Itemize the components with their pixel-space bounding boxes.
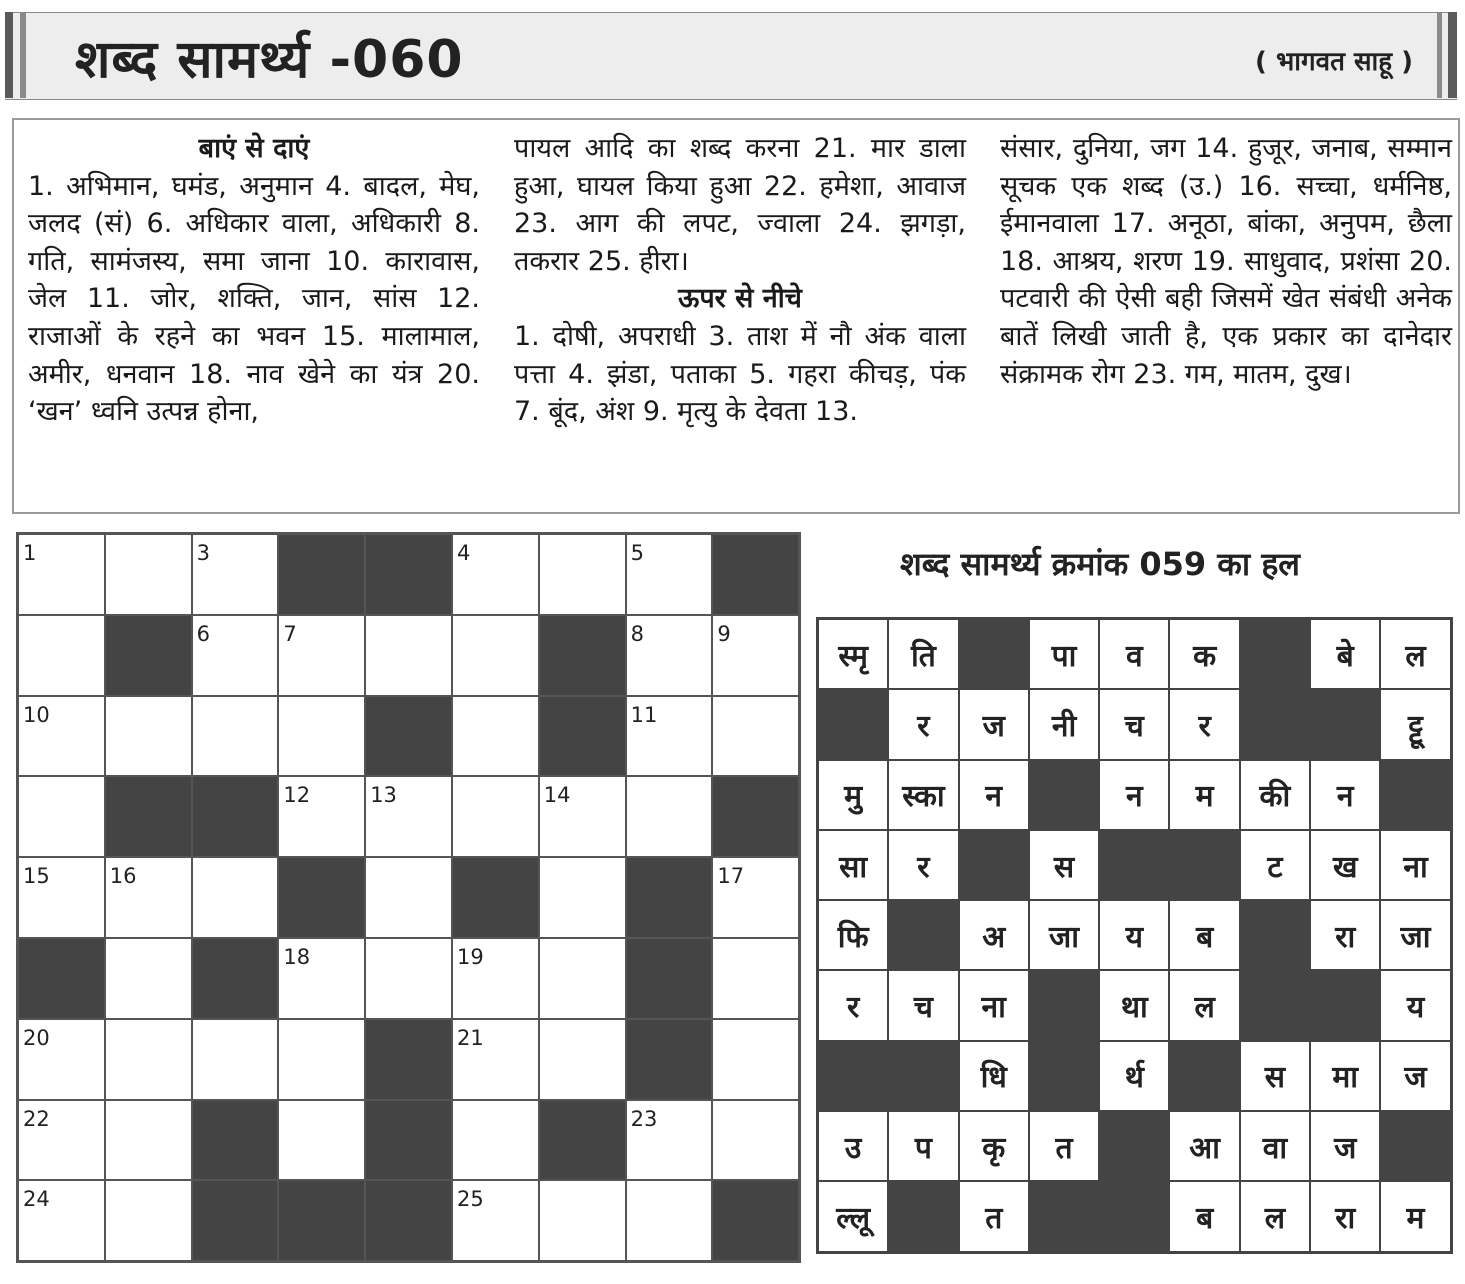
grid-cell[interactable] [626,534,713,615]
across-heading: बाएं से दाएं [198,133,310,164]
grid-cell-black [452,857,539,938]
solution-cell-black [959,830,1029,900]
solution-cell-black [959,619,1029,689]
solution-cell: ट [1240,830,1310,900]
clue-number: 24 [23,1187,50,1212]
grid-cell[interactable] [278,776,365,857]
grid-cell[interactable] [192,696,279,777]
solution-cell: कृ [959,1111,1029,1181]
solution-cell: ब [1169,1181,1239,1251]
solution-cell: मु [818,760,888,830]
grid-cell[interactable] [452,1180,539,1261]
grid-cell[interactable] [192,615,279,696]
header-bar-right-light [1437,12,1442,98]
solution-cell: वा [1240,1111,1310,1181]
across-clues-continued: पायल आदि का शब्द करना 21. मार डाला हुआ, घायल किया हुआ 22. हमेशा, आवाज 23. आग की लपट, ज्वाला 24. झगड़ा, तकरार 25. हीरा। [514,133,966,277]
grid-cell[interactable] [105,1100,192,1181]
clues-box [12,118,1460,514]
grid-cell-black [365,696,452,777]
solution-cell: की [1240,760,1310,830]
grid-cell[interactable] [539,857,626,938]
grid-cell[interactable] [365,615,452,696]
solution-cell: अ [959,900,1029,970]
down-heading: ऊपर से नीचे [678,283,802,315]
clue-number: 4 [456,541,471,565]
grid-cell[interactable] [712,696,799,777]
header-bar-left-dark [5,12,13,98]
clue-number: 23 [630,1106,658,1131]
solution-cell: स्मृ [818,619,888,689]
grid-cell-black [278,857,365,938]
clue-number: 17 [717,864,745,889]
clue-number: 15 [23,864,50,889]
grid-cell[interactable] [105,1180,192,1261]
grid-cell[interactable] [626,696,713,777]
solution-cell: स [1029,830,1099,900]
solution-cell-black [888,1181,958,1251]
solution-cell-black [1310,970,1380,1040]
down-clues-continued: संसार, दुनिया, जग 14. हुजूर, जनाब, सम्मान सूचक एक शब्द (उ.) 16. सच्चा, धर्मनिष्ठ, ईमानवाला 17. अनूठा, बांका, अनुपम, छैला 18. आश्रय, शरण 19. साधुवाद, प्रशंसा 20. पटवारी की ऐसी बही जिसमें खेत संबंधी अनेक बातें लिखी जाती है, एक प्रकार का दानेदार संक्रामक रोग 23. गम, मातम, दुख। [1000,133,1452,390]
clue-number: 12 [283,783,311,808]
solution-cell: त [1029,1111,1099,1181]
grid-cell[interactable] [105,696,192,777]
grid-cell[interactable] [712,857,799,938]
page-title: शब्द सामर्थ्य -060 [75,30,464,90]
crossword-grid [16,532,801,1263]
clue-number: 18 [283,944,311,969]
solution-cell: र [818,970,888,1040]
down-clues-text: 1. दोषी, अपराधी 3. ताश में नौ अंक वाला पत्ता 4. झंडा, पताका 5. गहरा कीचड़, पंक 7. बूंद, अंश 9. मृत्यु के देवता 13. [514,320,966,428]
author-credit: ( भागवत साहू ) [1255,47,1413,77]
solution-cell-black [1240,619,1310,689]
solution-cell: ज [1380,1041,1450,1111]
grid-cell-black [278,534,365,615]
solution-cell: न [1099,760,1169,830]
solution-cell: रा [1310,1181,1380,1251]
grid-cell[interactable] [278,615,365,696]
solution-cell: नी [1029,689,1099,759]
header-bar-right-dark [1448,12,1457,98]
grid-cell[interactable] [452,696,539,777]
grid-cell[interactable] [105,938,192,1019]
solution-cell: ख [1310,830,1380,900]
grid-cell[interactable] [626,1100,713,1181]
grid-cell-black [365,1180,452,1261]
grid-cell[interactable] [626,776,713,857]
across-clues-text: 1. अभिमान, घमंड, अनुमान 4. बादल, मेघ, जलद (सं) 6. अधिकार वाला, अधिकारी 8. गति, सामंजस्य, समा जाना 10. कारावास, जेल 11. जोर, शक्ति, जान, सांस 12. राजाओं के रहने का भवन 15. मालामाल, अमीर, धनवान 18. नाव खेने का यंत्र 20. ‘खन’ ध्वनि उत्पन्न होना, [28,170,480,428]
grid-cell-black [539,1100,626,1181]
grid-cell[interactable] [539,534,626,615]
clue-number: 10 [23,702,50,727]
solution-cell: जा [1029,900,1099,970]
solution-cell: क [1169,619,1239,689]
grid-cell-black [365,534,452,615]
grid-cell-black [192,1100,279,1181]
solution-cell: य [1380,970,1450,1040]
solution-cell: न [959,760,1029,830]
solution-cell: धि [959,1041,1029,1111]
solution-cell: सा [818,830,888,900]
clue-number: 22 [23,1106,50,1131]
solution-cell-black [888,1041,958,1111]
grid-cell-black [365,1019,452,1100]
solution-cell: म [1169,760,1239,830]
header-bar-left-light [20,12,26,98]
grid-cell[interactable] [365,938,452,1019]
solution-cell-black [1029,1041,1099,1111]
grid-cell[interactable] [452,1100,539,1181]
clue-number: 14 [543,783,571,808]
solution-cell: ना [959,970,1029,1040]
solution-cell-black [818,689,888,759]
grid-cell[interactable] [278,938,365,1019]
grid-cell-black [365,1100,452,1181]
grid-cell[interactable] [712,615,799,696]
solution-cell: ल [1240,1181,1310,1251]
solution-cell: स्का [888,760,958,830]
grid-cell-black [192,776,279,857]
solution-cell-black [1029,1181,1099,1251]
grid-cell[interactable] [452,615,539,696]
grid-cell[interactable] [539,938,626,1019]
solution-cell-black [1169,830,1239,900]
solution-cell: प [888,1111,958,1181]
clue-number: 1 [23,541,37,565]
solution-cell: ज [1310,1111,1380,1181]
solution-cell-black [1380,760,1450,830]
grid-cell[interactable] [18,776,105,857]
clue-number: 13 [370,783,397,808]
solution-cell: ति [888,619,958,689]
grid-cell-black [626,938,713,1019]
solution-title: शब्द सामर्थ्य क्रमांक 059 का हल [900,545,1301,583]
grid-cell[interactable] [626,1180,713,1261]
grid-cell-black [105,776,192,857]
solution-cell-black [1380,1111,1450,1181]
solution-cell-black [1240,900,1310,970]
grid-cell[interactable] [712,938,799,1019]
solution-cell: च [888,970,958,1040]
grid-cell-black [192,938,279,1019]
solution-cell: ना [1380,830,1450,900]
grid-cell[interactable] [452,938,539,1019]
clue-number: 9 [717,621,731,646]
clue-number: 3 [196,541,210,565]
grid-cell-black [626,1019,713,1100]
solution-cell: जा [1380,900,1450,970]
solution-cell-black [1099,1111,1169,1181]
grid-cell[interactable] [192,534,279,615]
solution-cell: आ [1169,1111,1239,1181]
solution-cell: र्थ [1099,1041,1169,1111]
clues-column-middle [514,130,966,431]
solution-cell: ल [1169,970,1239,1040]
clue-number: 16 [109,864,137,889]
grid-cell[interactable] [278,696,365,777]
clue-number: 19 [456,944,484,969]
grid-cell-black [626,857,713,938]
grid-cell[interactable] [18,696,105,777]
grid-cell[interactable] [105,857,192,938]
grid-cell[interactable] [626,615,713,696]
grid-cell-black [278,1180,365,1261]
grid-cell-black [18,938,105,1019]
solution-cell-black [1029,970,1099,1040]
solution-cell: ब [1169,900,1239,970]
solution-cell: था [1099,970,1169,1040]
solution-cell: र [888,689,958,759]
grid-cell[interactable] [712,1019,799,1100]
grid-cell[interactable] [539,776,626,857]
grid-cell-black [712,534,799,615]
clue-number: 21 [456,1025,484,1050]
grid-cell[interactable] [18,534,105,615]
grid-cell[interactable] [192,857,279,938]
grid-cell[interactable] [365,857,452,938]
grid-cell[interactable] [539,1180,626,1261]
grid-cell[interactable] [452,534,539,615]
solution-cell: ल [1380,619,1450,689]
solution-cell: न [1310,760,1380,830]
solution-cell: फि [818,900,888,970]
solution-cell: ल्लू [818,1181,888,1251]
grid-cell[interactable] [365,776,452,857]
grid-cell-black [712,1180,799,1261]
grid-cell[interactable] [105,534,192,615]
grid-cell-black [712,776,799,857]
solution-cell: पा [1029,619,1099,689]
grid-cell-black [105,615,192,696]
clue-number: 8 [630,621,644,646]
clue-number: 5 [630,541,644,565]
grid-cell[interactable] [18,1100,105,1181]
grid-cell-black [539,615,626,696]
solution-cell: ज [959,689,1029,759]
solution-cell: र [1169,689,1239,759]
solution-cell: च [1099,689,1169,759]
solution-cell: य [1099,900,1169,970]
solution-cell: म [1380,1181,1450,1251]
grid-cell[interactable] [452,776,539,857]
solution-cell: उ [818,1111,888,1181]
solution-cell-black [1240,689,1310,759]
grid-cell[interactable] [278,1100,365,1181]
solution-cell: व [1099,619,1169,689]
solution-cell: ट्टू [1380,689,1450,759]
grid-cell[interactable] [192,1019,279,1100]
solution-cell: र [888,830,958,900]
solution-cell-black [1029,760,1099,830]
clues-column-across [28,130,480,431]
solution-cell: बे [1310,619,1380,689]
solution-cell: मा [1310,1041,1380,1111]
clue-number: 7 [283,621,297,646]
grid-cell[interactable] [278,1019,365,1100]
grid-cell[interactable] [105,1019,192,1100]
grid-cell[interactable] [452,1019,539,1100]
solution-cell: स [1240,1041,1310,1111]
solution-cell-black [1310,689,1380,759]
solution-cell: रा [1310,900,1380,970]
solution-cell-black [818,1041,888,1111]
grid-cell[interactable] [539,1019,626,1100]
solution-cell: त [959,1181,1029,1251]
grid-cell[interactable] [18,615,105,696]
solution-cell-black [1169,1041,1239,1111]
clue-number: 20 [23,1025,50,1050]
grid-cell[interactable] [18,857,105,938]
grid-cell-black [539,696,626,777]
grid-cell[interactable] [712,1100,799,1181]
grid-cell[interactable] [18,1019,105,1100]
clue-number: 11 [630,702,658,727]
clue-number: 6 [196,621,210,646]
grid-cell[interactable] [18,1180,105,1261]
grid-cell-black [192,1180,279,1261]
solution-cell-black [1099,830,1169,900]
solution-cell-black [888,900,958,970]
clue-number: 25 [456,1187,484,1212]
clues-column-down-continued [1000,130,1452,393]
solution-cell-black [1099,1181,1169,1251]
solution-grid [816,617,1453,1254]
solution-cell-black [1240,970,1310,1040]
